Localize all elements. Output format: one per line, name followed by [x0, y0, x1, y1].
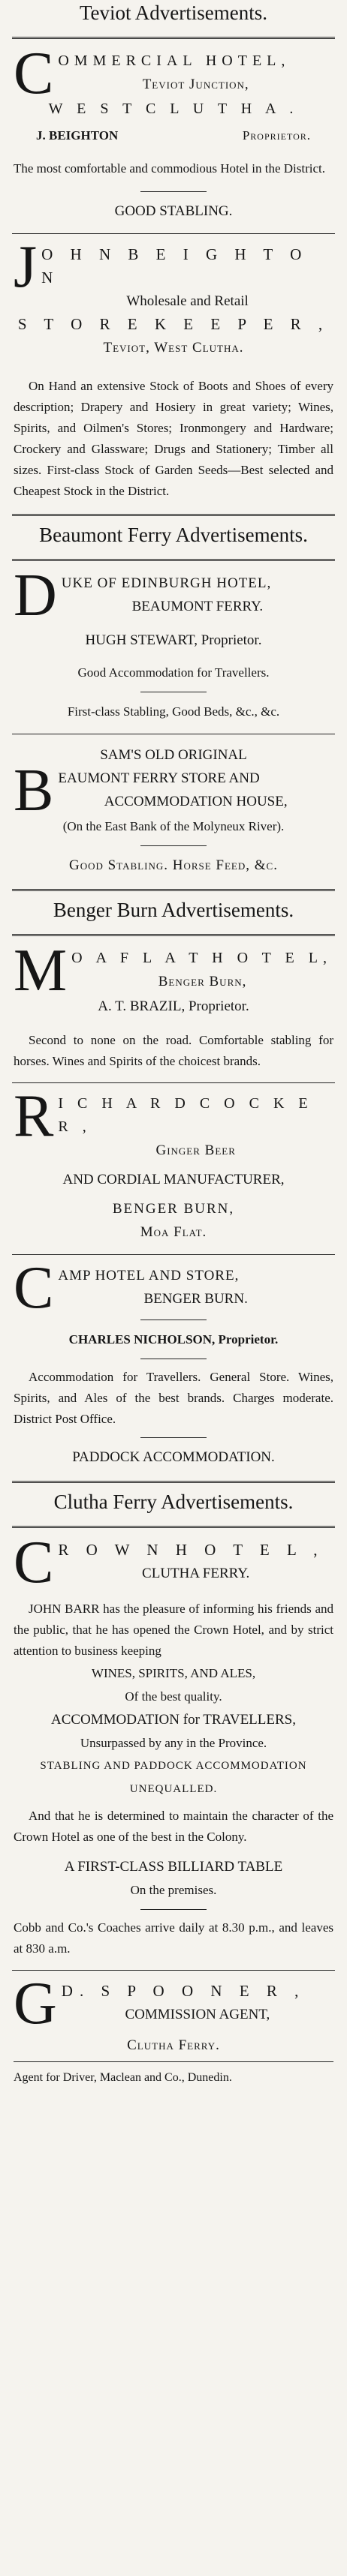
divider — [12, 1526, 335, 1528]
ad-heading: R O W N H O T E L , — [58, 1541, 324, 1559]
dropcap: B — [14, 758, 54, 824]
ad-subheading: BEAUMONT FERRY. — [131, 599, 264, 614]
divider — [140, 191, 207, 192]
ad-line: ACCOMMODATION for TRAVELLERS, — [50, 1712, 296, 1728]
proprietor-name: HUGH STEWART, Proprietor. — [85, 632, 262, 648]
ad-heading: I C H A R D C O C K E R , — [58, 1095, 313, 1135]
ad-line: UNEQUALLED. — [129, 1783, 218, 1795]
ad-spooner — [12, 1971, 335, 2094]
section-title-benger: Benger Burn Advertisements. — [53, 899, 294, 921]
ad-paragraph: And that he is determined to maintain the character of the Crown Hotel as one of the best in the Colony. — [14, 1809, 333, 1844]
ad-location-sub: Moa Flat. — [140, 1224, 207, 1240]
ad-john-beighton — [12, 234, 335, 508]
ad-line: WINES, SPIRITS, AND ALES, — [91, 1666, 256, 1680]
ad-footer: GOOD STABLING. — [114, 203, 233, 219]
ad-paragraph: Good Accommodation for Travellers. — [77, 665, 270, 680]
ad-trade: S T O R E K E E P E R , — [17, 315, 330, 333]
ad-camp-hotel — [12, 1255, 335, 1475]
divider — [12, 559, 335, 561]
dropcap: C — [14, 1530, 54, 1596]
ad-subheading: Teviot Junction, — [142, 77, 249, 92]
ad-footer: Agent for Driver, Maclean and Co., Dunedin. — [14, 2071, 232, 2084]
ad-line: On the premises. — [130, 1883, 217, 1897]
proprietor-role: Proprietor. — [242, 128, 311, 143]
ad-commercial-hotel — [12, 41, 335, 229]
proprietor-line — [14, 121, 333, 146]
ad-richard-cocker — [12, 1083, 335, 1250]
divider — [140, 1909, 207, 1910]
proprietor-name: A. T. BRAZIL, Proprietor. — [98, 998, 249, 1014]
divider — [12, 1970, 335, 1971]
ad-line: Unsurpassed by any in the Province. — [80, 1736, 267, 1750]
dropcap: D — [14, 563, 57, 629]
divider — [12, 934, 335, 936]
ad-subheading: CLUTHA FERRY. — [142, 1566, 250, 1581]
ad-heading: UKE OF EDINBURGH HOTEL, — [61, 575, 272, 591]
advertisement-column — [12, 0, 335, 2094]
ad-subheading: COMMISSION AGENT, — [125, 2007, 270, 2022]
ad-line: STABLING AND PADDOCK ACCOMMODATION — [40, 1760, 307, 1772]
ad-paragraph: Second to none on the road. Comfortable stabling for horses. Wines and Spirits of the choicest brands. — [14, 1033, 333, 1068]
divider — [12, 1254, 335, 1255]
ad-location: Clutha Ferry. — [127, 2037, 220, 2053]
ad-location: BENGER BURN, — [112, 1201, 235, 1217]
dropcap: R — [14, 1083, 54, 1149]
ad-heading: O A F L A T H O T E L, — [71, 950, 332, 966]
dropcap: C — [14, 1255, 54, 1321]
divider — [12, 1082, 335, 1083]
ad-trade: AND CORDIAL MANUFACTURER, — [62, 1172, 285, 1187]
divider — [12, 37, 335, 39]
section-title-clutha: Clutha Ferry Advertisements. — [53, 1491, 294, 1513]
ad-paragraph: JOHN BARR has the pleasure of informing his friends and the public, that he has opened the Crown Hotel, and by strict attention to business keeping — [14, 1602, 333, 1658]
divider — [140, 1437, 207, 1438]
ad-footer: Good Stabling. Horse Feed, &c. — [69, 857, 278, 873]
ad-footer: PADDOCK ACCOMMODATION. — [72, 1449, 275, 1465]
dropcap: J — [14, 234, 38, 300]
ad-duke-of-edinburgh-hotel — [12, 563, 335, 729]
dropcap: G — [14, 1971, 57, 2037]
ad-paragraph: Accommodation for Travellers. General Store. Wines, Spirits, and Ales of the best brands. Charges moderate. District Post Office. — [14, 1370, 333, 1426]
divider — [12, 889, 335, 891]
ad-location: Teviot, West Clutha. — [103, 340, 244, 356]
divider — [12, 1481, 335, 1483]
ad-line: Of the best quality. — [125, 1689, 222, 1704]
section-title-beaumont: Beaumont Ferry Advertisements. — [39, 524, 308, 546]
divider — [14, 2061, 333, 2062]
divider — [12, 514, 335, 516]
dropcap: C — [14, 41, 54, 107]
divider — [12, 233, 335, 234]
ad-location: (On the East Bank of the Molyneux River). — [62, 819, 285, 833]
ad-heading: OMMERCIAL HOTEL, — [58, 53, 291, 69]
ad-subheading: Ginger Beer — [155, 1142, 236, 1158]
ad-paragraph: Cobb and Co.'s Coaches arrive daily at 8.30 p.m., and leaves at 830 a.m. — [14, 1920, 333, 1956]
ad-subheading: Benger Burn, — [158, 974, 247, 989]
ad-heading: AMP HOTEL AND STORE, — [58, 1268, 240, 1283]
ad-location: W E S T C L U T H A . — [48, 101, 299, 117]
section-title-teviot: Teviot Advertisements. — [79, 2, 268, 24]
ad-moa-flat-hotel — [12, 938, 335, 1078]
ad-preheading: SAM'S OLD ORIGINAL — [100, 747, 247, 763]
proprietor-name: CHARLES NICHOLSON, Proprietor. — [68, 1332, 279, 1347]
ad-paragraph: On Hand an extensive Stock of Boots and Shoes of every description; Drapery and Hosiery in great variety; Wines, Spirits, and Oilmen's Stores; Ironmongery and Hardware; Crockery and Glassware; Drugs and Stationery; Timber all sizes. First-class Stock of Garden Seeds—Best selected and Cheapest Stock in the District. — [14, 379, 333, 498]
ad-subheading: ACCOMMODATION HOUSE, — [104, 794, 288, 809]
proprietor-name: J. BEIGHTON — [36, 128, 119, 143]
ad-paragraph: The most comfortable and commodious Hotel in the District. — [14, 161, 325, 176]
dropcap: M — [14, 938, 68, 1004]
ad-beaumont-ferry-store — [12, 739, 335, 883]
ad-subheading: Wholesale and Retail — [126, 293, 249, 309]
ad-heading: EAUMONT FERRY STORE AND — [58, 770, 260, 786]
ad-footer: First-class Stabling, Good Beds, &c., &c. — [67, 704, 280, 719]
divider — [140, 845, 207, 846]
ad-line: A FIRST-CLASS BILLIARD TABLE — [64, 1859, 283, 1875]
ad-heading: D. S P O O N E R , — [61, 1982, 306, 2000]
ad-heading: O H N B E I G H T O N — [41, 245, 309, 287]
ad-subheading: BENGER BURN. — [143, 1291, 248, 1307]
ad-crown-hotel — [12, 1530, 335, 1965]
